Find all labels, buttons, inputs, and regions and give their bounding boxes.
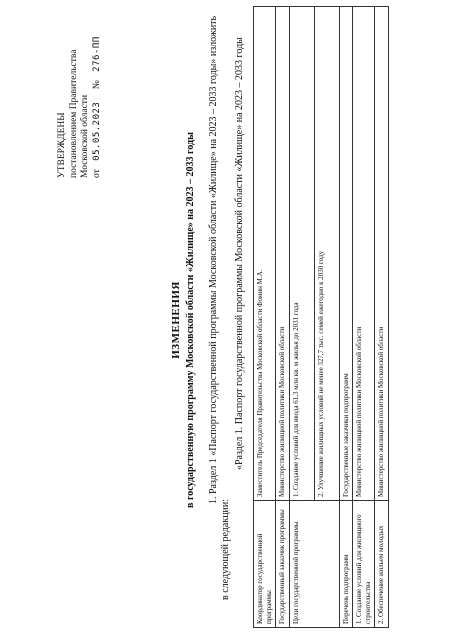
date-prefix: от [91,169,102,178]
row-value: Министерство жилищной политики Московской области [353,7,375,501]
row-value: 2. Улучшение жилищных условий не менее 327,7 тыс. семей ежегодно к 2030 году [314,7,339,501]
row-value: Министерство жилищной политики Московской области [375,7,389,501]
row-label: Координатор государственной программы [254,501,276,628]
table-row [254,7,276,628]
approval-line-3: Московской области [80,94,90,178]
row-label: Перечень подпрограмм [339,501,353,628]
paragraph-1: 1. Раздел 1 «Паспорт государственной программы Московской области «Жилище» на 2023 – 2033 годы» изложить [208,15,219,504]
number-prefix: № [91,80,102,90]
document-title [170,40,196,600]
table-row [276,7,290,628]
approval-number: 276-ПП [91,36,102,72]
row-label: 1. Создание условий для жилищного строительства [353,501,375,628]
row-value: Государственные заказчики подпрограмм [339,7,353,501]
row-label: Цели государственной программы [289,501,339,628]
table-row [375,7,389,628]
row-value: 1. Создание условий для ввода 61,3 млн кв. м жилья до 2031 года [289,7,314,501]
section-heading: «Раздел 1. Паспорт государственной программы Московской области «Жилище» на 2023 – 2033 годы [234,37,245,470]
approval-line-1: УТВЕРЖДЕНЫ [57,112,67,178]
passport-table [253,6,389,628]
row-value: Министерство жилищной политики Московской области [276,7,290,501]
row-value: Заместитель Председателя Правительства Московской области Фомин М.А. [254,7,276,501]
approval-date: 05.05.2023 [91,101,102,161]
row-label: 2. Обеспечение жильем молодых [375,501,389,628]
table-row [339,7,353,628]
paragraph-1-continued: в следующей редакции: [220,498,231,600]
row-label: Государственный заказчик программы [276,501,290,628]
approval-stamp [57,8,103,178]
title-main: ИЗМЕНЕНИЯ [170,281,182,359]
approval-line-2: постановлением Правительства [68,49,79,178]
approval-date-line [92,8,104,178]
title-sub: в государственную программу Московской области «Жилище» на 2023 – 2033 годы [185,132,196,508]
table-row [353,7,375,628]
table-row [289,7,314,628]
